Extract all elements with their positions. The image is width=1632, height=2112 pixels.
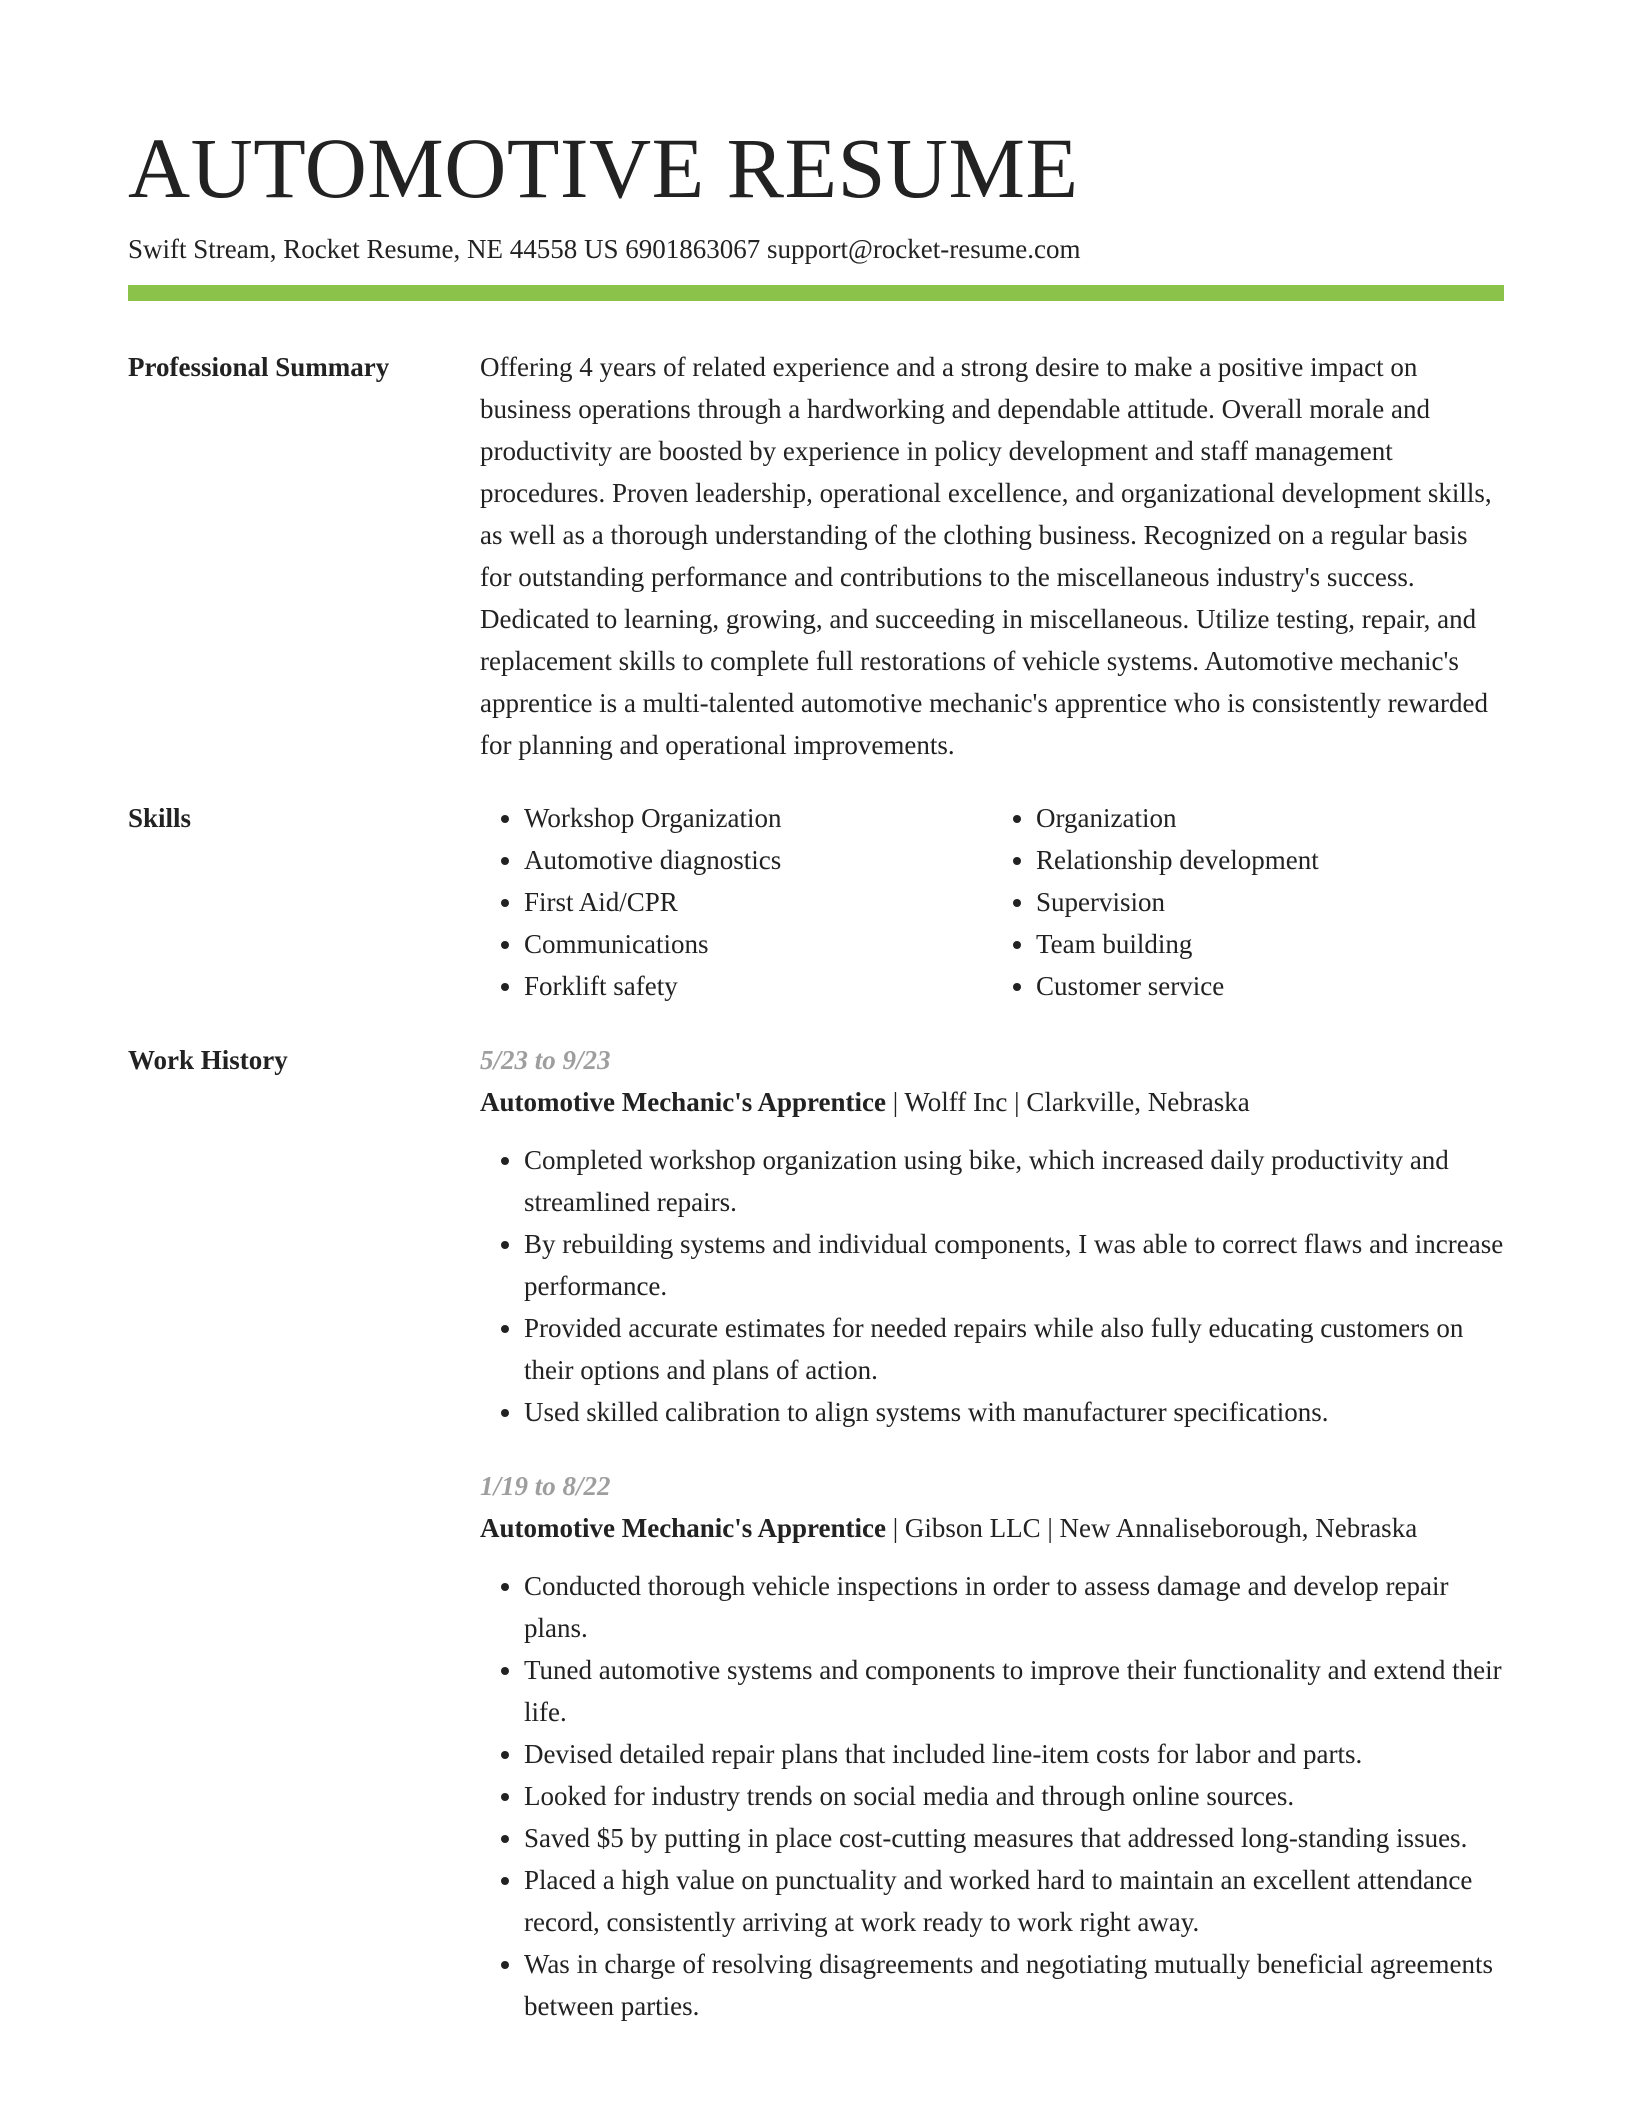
job-details: | Gibson LLC | New Annaliseborough, Nebraska [885, 1513, 1418, 1543]
header-divider [128, 285, 1504, 301]
duty-item: • Devised detailed repair plans that included line-item costs for labor and parts. [524, 1733, 1504, 1775]
job-heading [480, 1081, 1504, 1123]
duty-item: • Provided accurate estimates for needed repairs while also fully educating customers on their options and plans of action. [524, 1307, 1504, 1391]
contact-line: Swift Stream, Rocket Resume, NE 44558 US 6901863067 support@rocket-resume.com [128, 234, 1081, 264]
job-dates: 1/19 to 8/22 [480, 1471, 611, 1501]
job-details: | Wolff Inc | Clarkville, Nebraska [885, 1087, 1250, 1117]
duty-item: • Saved $5 by putting in place cost-cutting measures that addressed long-standing issues. [524, 1817, 1504, 1859]
skill-item: • Organization [1036, 797, 1504, 839]
skills-list-right [992, 797, 1504, 1007]
skill-item: • Team building [1036, 923, 1504, 965]
duty-item: • Tuned automotive systems and components to improve their functionality and extend their life. [524, 1649, 1504, 1733]
skill-item: • First Aid/CPR [524, 881, 992, 923]
skill-item: • Customer service [1036, 965, 1504, 1007]
summary-body [480, 346, 1504, 766]
resume-title: AUTOMOTIVE RESUME [128, 120, 1079, 216]
skill-item: • Automotive diagnostics [524, 839, 992, 881]
job-title: Automotive Mechanic's Apprentice [480, 1513, 886, 1543]
skill-item: • Supervision [1036, 881, 1504, 923]
summary-text: Offering 4 years of related experience and a strong desire to make a positive impact on business operations through a hardworking and dependable attitude. Overall morale and productivity are boosted by experience in policy development and staff management procedures. Proven leadership, operational excellence, and organizational development skills, as well as a thorough understanding of the clothing business. Recognized on a regular basis for outstanding performance and contributions to the miscellaneous industry's success. Dedicated to learning, growing, and succeeding in miscellaneous. Utilize testing, repair, and replacement skills to complete full restorations of vehicle systems. Automotive mechanic's apprentice is a multi-talented automotive mechanic's apprentice who is consistently rewarded for planning and operational improvements. [480, 352, 1492, 760]
job-duties [480, 1139, 1504, 1433]
skill-item: • Relationship development [1036, 839, 1504, 881]
skill-item: • Communications [524, 923, 992, 965]
duty-item: • Completed workshop organization using bike, which increased daily productivity and streamlined repairs. [524, 1139, 1504, 1223]
skills-label: Skills [128, 803, 192, 833]
duty-item: • Looked for industry trends on social media and through online sources. [524, 1775, 1504, 1817]
duty-item: • By rebuilding systems and individual components, I was able to correct flaws and increase performance. [524, 1223, 1504, 1307]
skills-list-left [480, 797, 992, 1007]
job-dates: 5/23 to 9/23 [480, 1045, 611, 1075]
duty-item: • Used skilled calibration to align systems with manufacturer specifications. [524, 1391, 1504, 1433]
work-history-label: Work History [128, 1045, 288, 1075]
duty-item: • Was in charge of resolving disagreements and negotiating mutually beneficial agreements between parties. [524, 1943, 1504, 2027]
skills-body [480, 797, 1504, 1007]
skill-item: • Workshop Organization [524, 797, 992, 839]
job-title: Automotive Mechanic's Apprentice [480, 1087, 886, 1117]
duty-item: • Placed a high value on punctuality and worked hard to maintain an excellent attendance record, consistently arriving at work ready to work right away. [524, 1859, 1504, 1943]
skill-item: • Forklift safety [524, 965, 992, 1007]
job-heading [480, 1507, 1504, 1549]
job-entry [480, 1465, 1504, 2027]
summary-label: Professional Summary [128, 352, 390, 382]
duty-item: • Conducted thorough vehicle inspections in order to assess damage and develop repair plans. [524, 1565, 1504, 1649]
work-history-body [480, 1039, 1504, 2027]
job-entry [480, 1039, 1504, 1433]
skills-columns [480, 797, 1504, 1007]
job-duties [480, 1565, 1504, 2027]
